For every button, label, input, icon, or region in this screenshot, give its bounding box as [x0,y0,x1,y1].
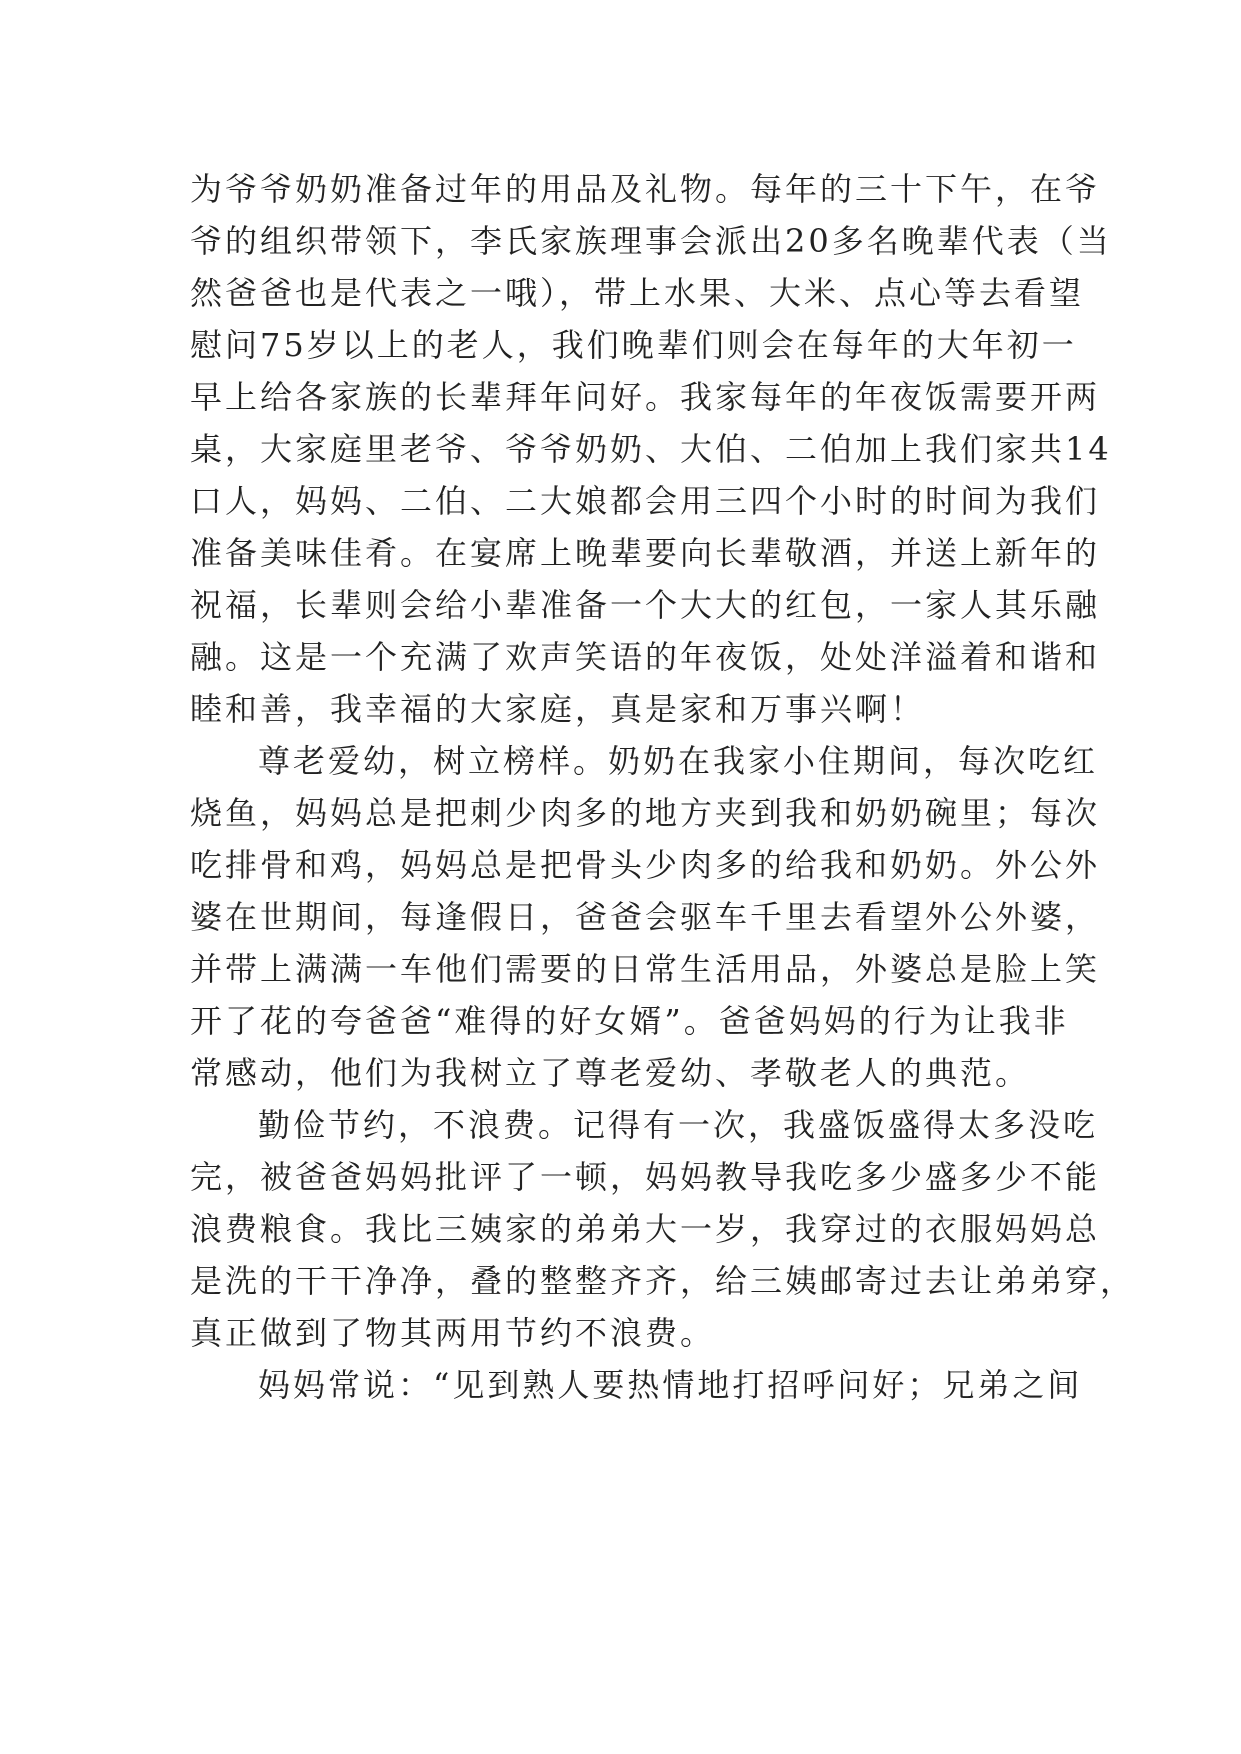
text-line: 妈妈常说：“见到熟人要热情地打招呼问好；兄弟之间 [258,1366,1083,1404]
text-line: 真正做到了物其两用节约不浪费。 [190,1314,716,1352]
text-line: 尊老爱幼，树立榜样。奶奶在我家小住期间，每次吃红 [258,742,1099,780]
text-line: 口人，妈妈、二伯、二大娘都会用三四个小时的时间为我们 [190,482,1101,520]
text-line: 完，被爸爸妈妈批评了一顿，妈妈教导我吃多少盛多少不能 [190,1158,1101,1196]
text-line: 睦和善，我幸福的大家庭，真是家和万事兴啊！ [190,690,926,728]
text-line: 婆在世期间，每逢假日，爸爸会驱车千里去看望外公外婆， [190,898,1101,936]
text-line: 融。这是一个充满了欢声笑语的年夜饭，处处洋溢着和谐和 [190,638,1101,676]
text-line: 然爸爸也是代表之一哦），带上水果、大米、点心等去看望 [190,274,1085,312]
text-line: 爷的组织带领下，李氏家族理事会派出20多名晚辈代表（当 [190,222,1112,260]
text-line: 吃排骨和鸡，妈妈总是把骨头少肉多的给我和奶奶。外公外 [190,846,1101,884]
text-line: 开了花的夸爸爸“难得的好女婿”。爸爸妈妈的行为让我非 [190,1002,1069,1040]
text-line: 是洗的干干净净，叠的整整齐齐，给三姨邮寄过去让弟弟穿， [190,1262,1136,1300]
body-text [190,163,1136,1411]
text-line: 浪费粮食。我比三姨家的弟弟大一岁，我穿过的衣服妈妈总 [190,1210,1101,1248]
text-line: 祝福，长辈则会给小辈准备一个大大的红包，一家人其乐融 [190,586,1101,624]
text-line: 慰问75岁以上的老人，我们晚辈们则会在每年的大年初一 [190,326,1077,364]
text-line: 为爷爷奶奶准备过年的用品及礼物。每年的三十下午，在爷 [190,170,1101,208]
text-line: 并带上满满一车他们需要的日常生活用品，外婆总是脸上笑 [190,950,1101,988]
text-line: 准备美味佳肴。在宴席上晚辈要向长辈敬酒，并送上新年的 [190,534,1101,572]
text-line: 烧鱼，妈妈总是把刺少肉多的地方夹到我和奶奶碗里；每次 [190,794,1101,832]
text-line: 桌，大家庭里老爷、爷爷奶奶、大伯、二伯加上我们家共14 [190,430,1112,468]
text-line: 早上给各家族的长辈拜年问好。我家每年的年夜饭需要开两 [190,378,1101,416]
text-line: 勤俭节约，不浪费。记得有一次，我盛饭盛得太多没吃 [258,1106,1099,1144]
text-line: 常感动，他们为我树立了尊老爱幼、孝敬老人的典范。 [190,1054,1031,1092]
